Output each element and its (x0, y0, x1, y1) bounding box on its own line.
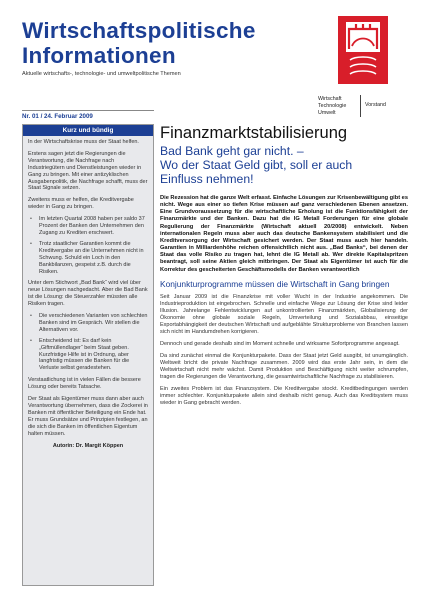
sidebar-paragraph: Verstaatlichung ist in vielen Fällen die bessere Lösung oder bereits Tatsache. (28, 377, 141, 391)
sidebar-bullet-list (28, 313, 148, 372)
sidebar-bullet: • Die verschiedenen Varianten von schlechten Banken sind im Gespräch. Wir stellen die Alternativen vor. (28, 313, 148, 334)
sidebar-paragraph: Erstens sagen jetzt die Regierungen die Verantwortung, die Nachfrage nach Industriegütern und Dienstleistungen wieder in Gang zu bringen. Mit einer antizyklischen Ausgabenpolitik, die Nachfrage schafft, muss der Staat Signale setzen. (28, 150, 148, 192)
sidebar-paragraph: Unter dem Stichwort „Bad Bank“ wird viel über neue Lösungen nachgedacht. Aber die Bad Bank ist die Lösung: die Steuerzahler müssten alle Risiken tragen. (28, 280, 148, 308)
section-heading: Konjunkturprogramme müssen die Wirtschaft in Gang bringen (160, 278, 390, 289)
sidebar-paragraph: In der Wirtschaftskrise muss der Staat helfen. (28, 139, 139, 145)
publication-title-line2: Informationen (22, 43, 176, 68)
article-paragraph: Ein zweites Problem ist das Finanzsystem. Die Kreditvergabe stockt. Kreditbedingungen werden immer schlechter. Konjunkturpakete allein sind deshalb nicht genug. Auch das Kreditsystem muss wieder in Gang gebracht werden. (160, 385, 408, 406)
sidebar-bullet: • Im letzten Quartal 2008 haben per saldo 37 Prozent der Banken den Unternehmen den Zugang zu Krediten erschwert. (28, 216, 148, 237)
article-deck-line1: Bad Bank geht gar nicht. – (160, 144, 304, 158)
vorstand-label: Vorstand (365, 102, 386, 108)
sidebar-paragraph: Zweitens muss er helfen, die Kreditvergabe wieder in Gang zu bringen. (28, 197, 134, 211)
article-deck-line3: Einfluss nehmen! (160, 172, 254, 186)
ig-metall-emblem-icon (338, 16, 388, 84)
article-paragraph: Da sind zunächst einmal die Konjunkturpakete. Dass der Staat jetzt Geld ausgibt, ist unumgänglich. Weltweit bricht die private Nachfrage zusammen. 2009 wird das erste Jahr sein, in dem die Weltwirtschaft nicht mehr wächst. Damit Produktion und Beschäftigung nicht weiter schrumpfen, tragen die Regierungen die Verantwortung, die gesamtwirtschaftliche Nachfrage zu stabilisieren. (160, 353, 408, 380)
department-label (318, 96, 346, 116)
ig-metall-logo (338, 16, 404, 84)
department-line3: Umwelt (318, 109, 336, 116)
main-article (160, 124, 408, 586)
sidebar-bullet: • Entscheidend ist: Es darf kein „Giftmüllendlager“ beim Staat geben. Kurzfristige Hilfe ist in Ordnung, aber langfristig müssen die Banken für die Verluste selbst geradestehen. (28, 338, 148, 373)
logo-separator (360, 95, 361, 117)
article-paragraph: Seit Januar 2009 ist die Finanzkrise mit voller Wucht in der Industrie angekommen. Die Industrieproduktion ist eingebrochen. Schnelle und einfache Wege zur Lösung der Krise sind leider Illusion. Jahrelange Fehlentwicklungen auf unkontrollierten Finanzmärkten, Globalisierung der Ökonomie ohne globale soziale Regeln, Umverteilung und Sozialabbau, einseitige Exportabhängigkeit der deutschen Wirtschaft und aufgeblähte Strukturprobleme von Branchen lassen sich nicht im Handumdrehen korrigieren. (160, 294, 408, 336)
article-deck (160, 144, 408, 186)
publication-title-line1: Wirtschaftspolitische (22, 18, 256, 43)
department-line1: Wirtschaft (318, 96, 342, 102)
article-lead: Die Rezession hat die ganze Welt erfasst. Einfache Lösungen zur Krisenbewältigung gibt es nicht. Wege aus einer so tiefen Krise müssen auf ganz verschiedenen Ebenen ansetzen. Eine Grundvoraussetzung für die wirtschaftliche Erholung ist die Funktionsfähigkeit der Finanzmärkte und der Banken. Dazu hat die IG Metall Forderungen für eine globale Regulierung der Finanzmärkte (Wirtschaft aktuell 20/2008) entwickelt. Neben internationalen Regeln muss aber auch das deutsche Bankensystem stabilisiert und die Kreditversorgung der Wirtschaft gesichert werden. Der Staat muss auch hier handeln. Garantien in Milliardenhöhe reichen offensichtlich nicht aus. „Bad Banks“, bei denen der Staat das volle Risiko zu tragen hat, lehnt die IG Metall ab. Wer direkte Kapitalspritzen beantragt, soll seine Aktien gleich mitbringen. Der Staat als Eigentümer ist auch für die Korrektur des gescheiterten Geschäftsmodells der Banken verantwortlich (160, 195, 408, 273)
sidebar-bullet: • Trotz staatlicher Garantien kommt die Kreditvergabe an die Unternehmen nicht in Schwung. Schuld ein Loch in den Bankbilanzen, gespeist z.B. durch die Risiken. (28, 241, 148, 276)
summary-sidebar (22, 124, 154, 586)
article-deck-line2: Wo der Staat Geld gibt, soll er auch (160, 158, 353, 172)
sidebar-body (23, 136, 153, 452)
issue-number: Nr. 01 / 24. Februar 2009 (22, 110, 154, 120)
masthead (22, 18, 312, 77)
publication-subtitle: Aktuelle wirtschafts-, technologie- und umweltpolitische Themen (22, 71, 181, 77)
sidebar-author: Autorin: Dr. Margit Köppen (52, 442, 124, 449)
sidebar-bullet-list (28, 216, 148, 275)
department-line2: Technologie (318, 102, 347, 109)
article-paragraph: Dennoch und gerade deshalb sind im Moment schnelle und wirksame Sofortprogramme angesagt. (160, 341, 400, 348)
article-title: Finanzmarktstabilisierung (160, 124, 348, 142)
sidebar-paragraph: Der Staat als Eigentümer muss dann aber auch Verantwortung übernehmen, dass die Zockerei in Banken mit öffentlicher Beteiligung ein Ende hat. Er muss Grundsätze und Prinzipien festlegen, an die sich die Banken im öffentlichen Eigentum halten müssen. (28, 396, 148, 437)
sidebar-heading: Kurz und bündig (23, 125, 153, 136)
